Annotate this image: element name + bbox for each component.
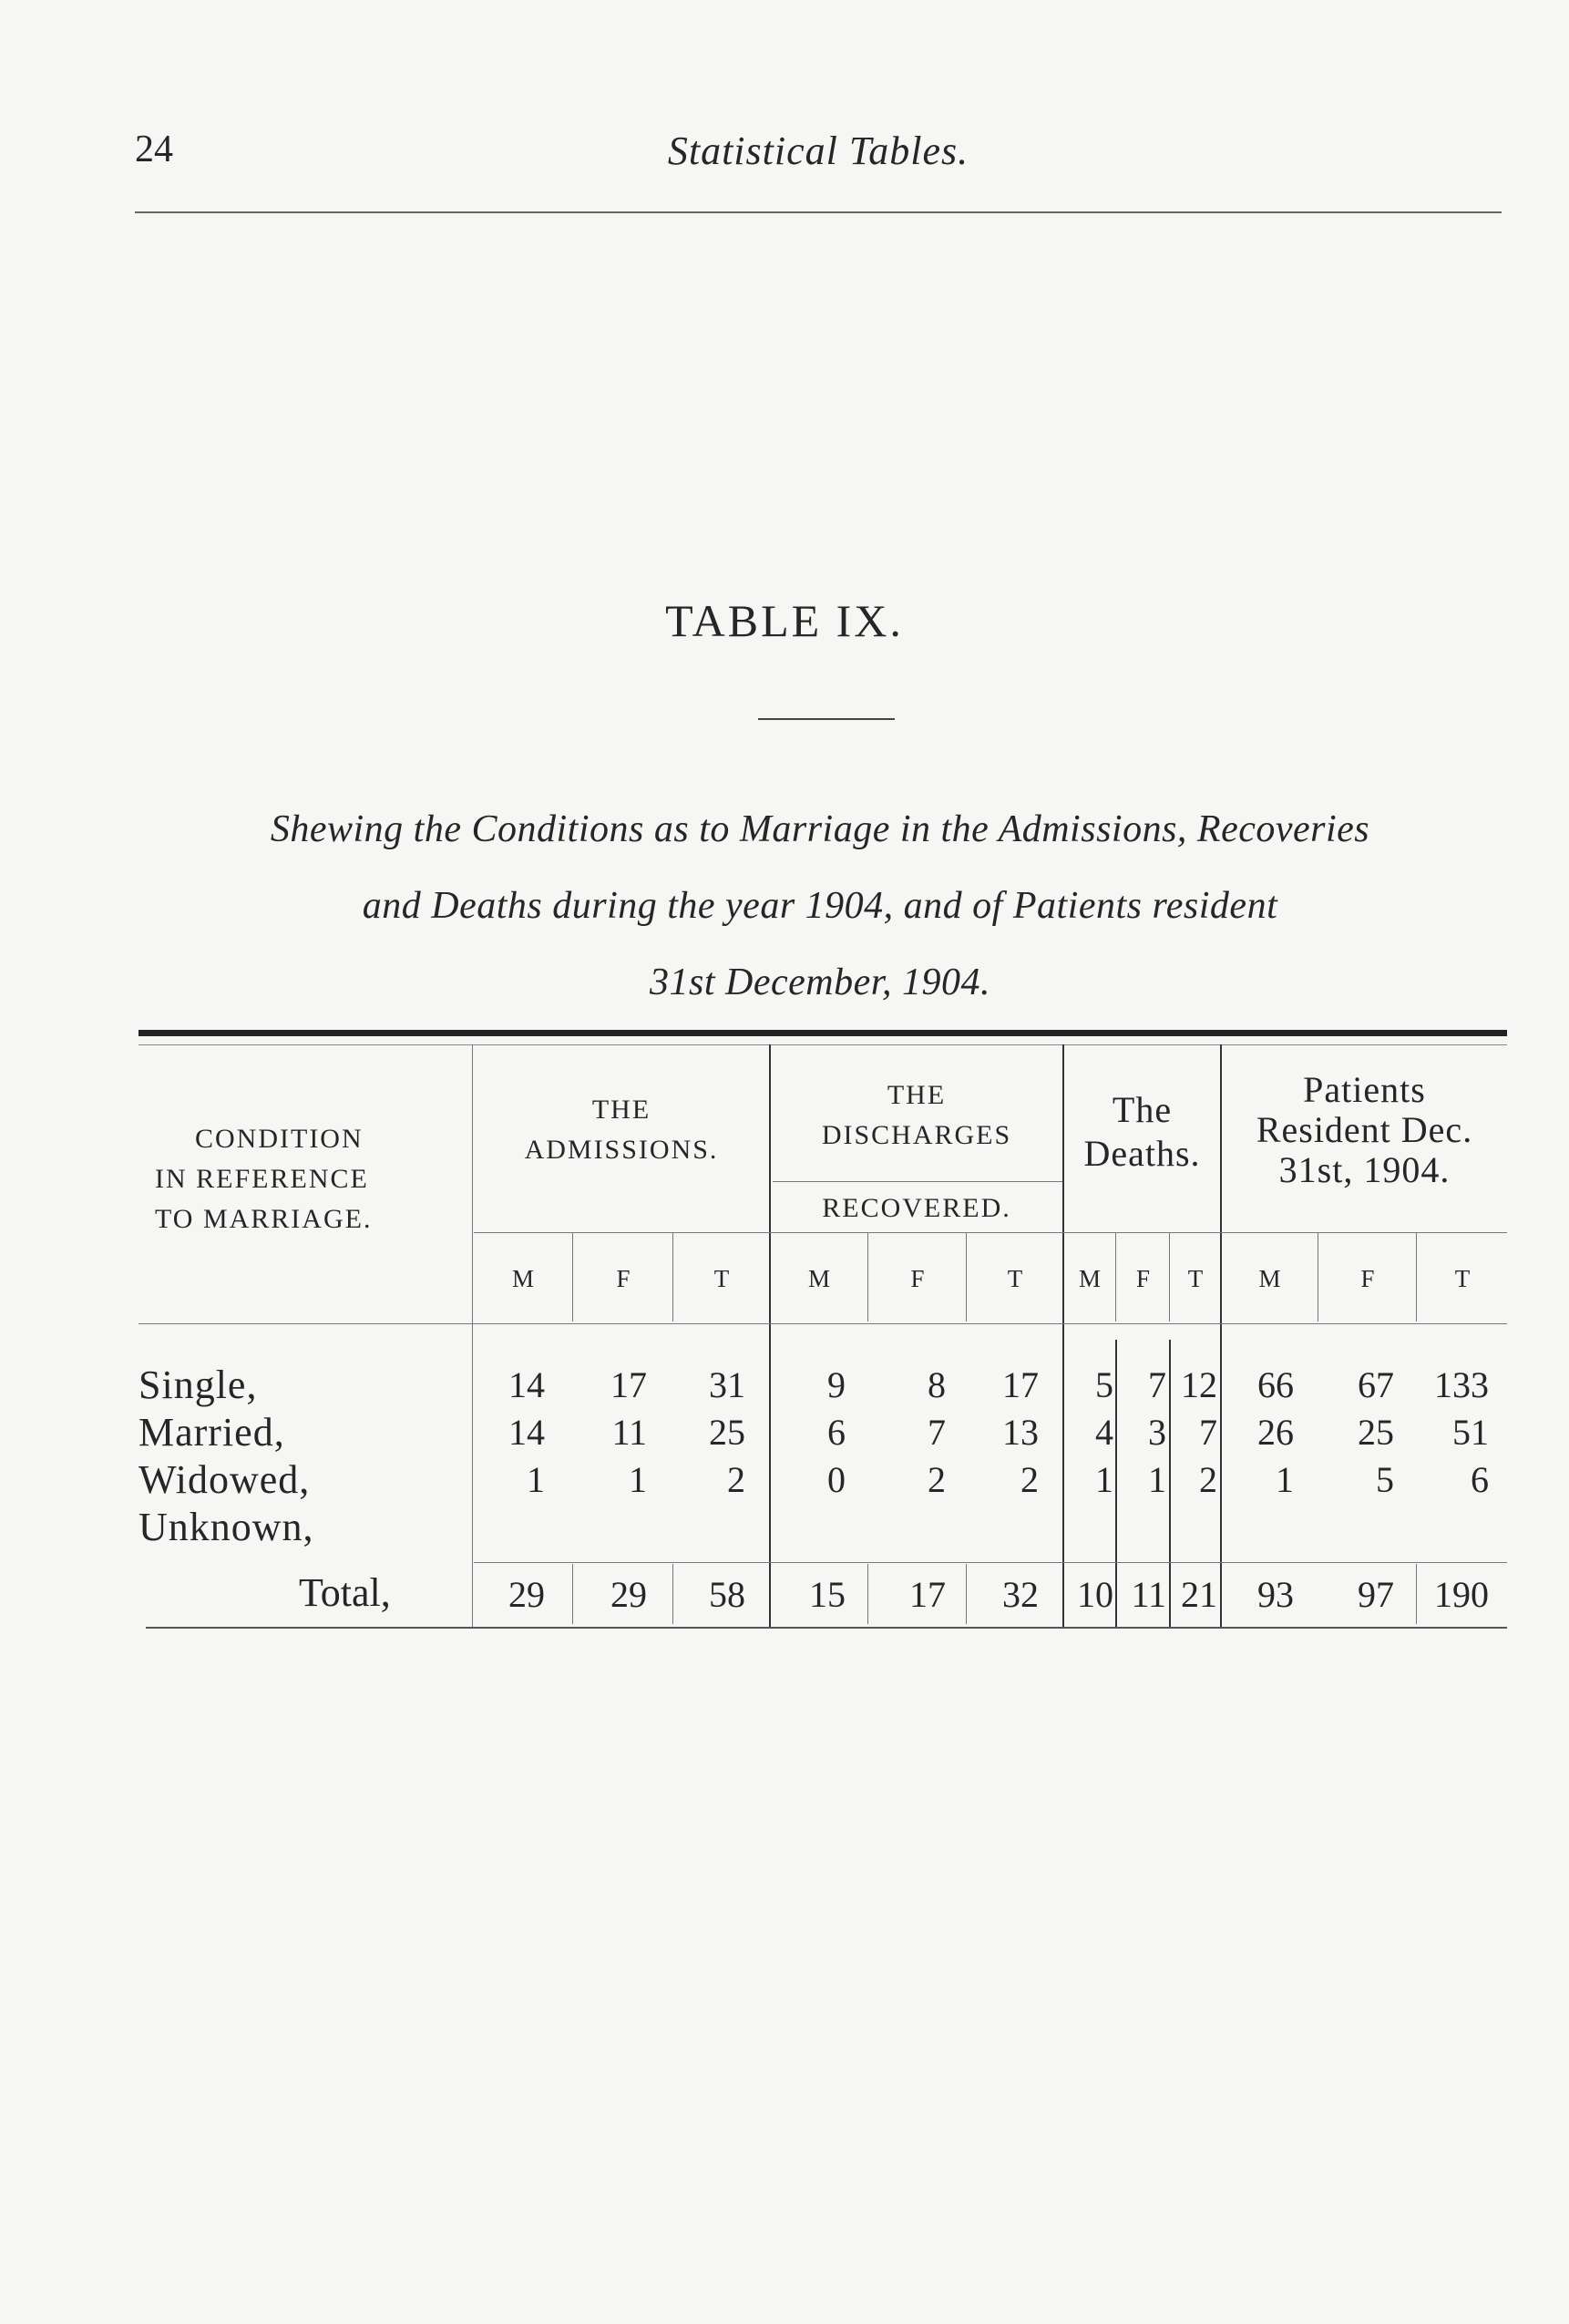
table-cell: 11 xyxy=(611,1412,647,1453)
table-cell: 4 xyxy=(1095,1412,1113,1453)
row-label: Single, xyxy=(138,1363,258,1407)
table-cell: 2 xyxy=(928,1459,946,1500)
row-label: Widowed, xyxy=(138,1457,311,1502)
table-cell: 2 xyxy=(727,1459,745,1500)
table-cell: 2 xyxy=(1199,1459,1217,1500)
table-cell: 7 xyxy=(1148,1364,1166,1405)
table-cell: 25 xyxy=(709,1412,745,1453)
total-cell: 10 xyxy=(1077,1574,1113,1615)
table-cell: 7 xyxy=(1199,1412,1217,1453)
table-cell: 6 xyxy=(1471,1459,1489,1500)
table-cell: 5 xyxy=(1095,1364,1113,1405)
row-label: Unknown, xyxy=(138,1505,314,1549)
page-number: 24 xyxy=(135,129,173,170)
header-rule xyxy=(474,1232,1507,1233)
table-cell: 9 xyxy=(827,1364,846,1405)
table-cell: 1 xyxy=(629,1459,647,1500)
sub-column-divider xyxy=(1416,1564,1417,1624)
heading-line: Resident Dec. xyxy=(1256,1109,1473,1150)
table-cell: 5 xyxy=(1376,1459,1394,1500)
heading-line: THE xyxy=(591,1095,651,1125)
total-label: Total, xyxy=(299,1570,391,1615)
table-cell: 2 xyxy=(1020,1459,1039,1500)
total-cell: 190 xyxy=(1434,1574,1489,1615)
column-letter: T xyxy=(1187,1265,1204,1292)
column-divider xyxy=(472,1044,473,1628)
total-cell: 29 xyxy=(508,1574,545,1615)
table-title: TABLE IX. xyxy=(665,595,904,646)
heading-line: The xyxy=(1112,1089,1173,1130)
sub-column-divider xyxy=(867,1564,868,1624)
title-rule xyxy=(758,718,895,720)
table-cell: 6 xyxy=(827,1412,846,1453)
table-cell: 17 xyxy=(610,1364,647,1405)
column-letter: F xyxy=(1360,1265,1375,1292)
heading-line: Deaths. xyxy=(1083,1133,1201,1174)
stub-heading-line: TO MARRIAGE. xyxy=(155,1204,373,1234)
table-cell: 17 xyxy=(1002,1364,1039,1405)
table-cell: 3 xyxy=(1148,1412,1166,1453)
table-cell: 14 xyxy=(508,1412,545,1453)
table-cell: 7 xyxy=(928,1412,946,1453)
heading-line: DISCHARGES xyxy=(821,1120,1012,1150)
table-cell: 1 xyxy=(1095,1459,1113,1500)
stub-heading-line: IN REFERENCE xyxy=(155,1164,369,1194)
stub-heading-line: CONDITION xyxy=(195,1124,364,1154)
table-cell: 14 xyxy=(508,1364,545,1405)
column-letter: T xyxy=(1454,1265,1471,1292)
column-letter: T xyxy=(713,1265,730,1292)
stub-heading xyxy=(138,1119,467,1239)
table-cell: 0 xyxy=(827,1459,846,1500)
column-letter: M xyxy=(1258,1265,1281,1292)
heading-line: Patients xyxy=(1303,1069,1426,1110)
heading-line: ADMISSIONS. xyxy=(524,1135,719,1165)
table-cell: 51 xyxy=(1452,1412,1489,1453)
table-cell: 12 xyxy=(1181,1364,1217,1405)
table-cell: 25 xyxy=(1358,1412,1394,1453)
total-cell: 97 xyxy=(1358,1574,1394,1615)
table-cell: 67 xyxy=(1358,1364,1394,1405)
resident-heading xyxy=(1222,1070,1507,1190)
table-cell: 26 xyxy=(1257,1412,1294,1453)
table-bottom-rule xyxy=(146,1627,1507,1629)
heading-line: 31st, 1904. xyxy=(1278,1149,1451,1190)
table-cell: 31 xyxy=(709,1364,745,1405)
table-cell: 8 xyxy=(928,1364,946,1405)
table-cell: 1 xyxy=(1148,1459,1166,1500)
caption-line: Shewing the Conditions as to Marriage in the Admissions, Recoveries xyxy=(270,808,1370,850)
page-header xyxy=(135,128,1502,182)
column-letter: M xyxy=(1078,1265,1101,1292)
sub-column-divider xyxy=(966,1564,967,1624)
column-letter: M xyxy=(807,1265,830,1292)
running-title: Statistical Tables. xyxy=(667,129,969,173)
table-caption xyxy=(128,791,1513,1021)
total-cell: 11 xyxy=(1131,1574,1166,1615)
total-cell: 58 xyxy=(709,1574,745,1615)
caption-line: and Deaths during the year 1904, and of Patients resident xyxy=(362,885,1278,927)
total-cell: 15 xyxy=(809,1574,846,1615)
total-cell: 93 xyxy=(1257,1574,1294,1615)
sub-column-divider xyxy=(1169,1340,1171,1628)
sub-column-divider xyxy=(1169,1232,1170,1321)
table-cell: 66 xyxy=(1257,1364,1294,1405)
recovered-subheading: RECOVERED. xyxy=(822,1193,1011,1223)
header-rule xyxy=(135,211,1502,213)
discharges-heading xyxy=(771,1075,1062,1156)
sub-column-divider xyxy=(672,1232,673,1321)
admissions-heading xyxy=(474,1090,769,1170)
sub-column-divider xyxy=(572,1232,573,1321)
total-cell: 21 xyxy=(1181,1574,1217,1615)
sub-column-divider xyxy=(1115,1340,1117,1628)
table-cell: 1 xyxy=(1276,1459,1294,1500)
table-cell: 133 xyxy=(1434,1364,1489,1405)
sub-column-divider xyxy=(966,1232,967,1321)
total-cell: 32 xyxy=(1002,1574,1039,1615)
row-label: Married, xyxy=(138,1410,285,1455)
header-bottom-rule xyxy=(138,1323,1507,1324)
sub-column-divider xyxy=(1416,1232,1417,1321)
table-cell: 1 xyxy=(527,1459,545,1500)
sub-column-divider xyxy=(867,1232,868,1321)
column-letter: T xyxy=(1007,1265,1023,1292)
table-cell: 13 xyxy=(1002,1412,1039,1453)
sub-column-divider xyxy=(1115,1232,1116,1321)
table-top-rule xyxy=(138,1030,1507,1036)
total-cell: 29 xyxy=(610,1574,647,1615)
column-letter: M xyxy=(511,1265,534,1292)
column-letter: F xyxy=(616,1265,631,1292)
caption-line: 31st December, 1904. xyxy=(650,961,990,1003)
total-cell: 17 xyxy=(909,1574,946,1615)
sub-column-divider xyxy=(572,1564,573,1624)
heading-line: THE xyxy=(887,1080,947,1110)
sub-column-divider xyxy=(672,1564,673,1624)
deaths-heading xyxy=(1064,1088,1220,1176)
column-letter: F xyxy=(910,1265,925,1292)
table-top-thin-rule xyxy=(138,1044,1507,1045)
total-top-rule xyxy=(474,1562,1507,1563)
column-letter: F xyxy=(1135,1265,1151,1292)
